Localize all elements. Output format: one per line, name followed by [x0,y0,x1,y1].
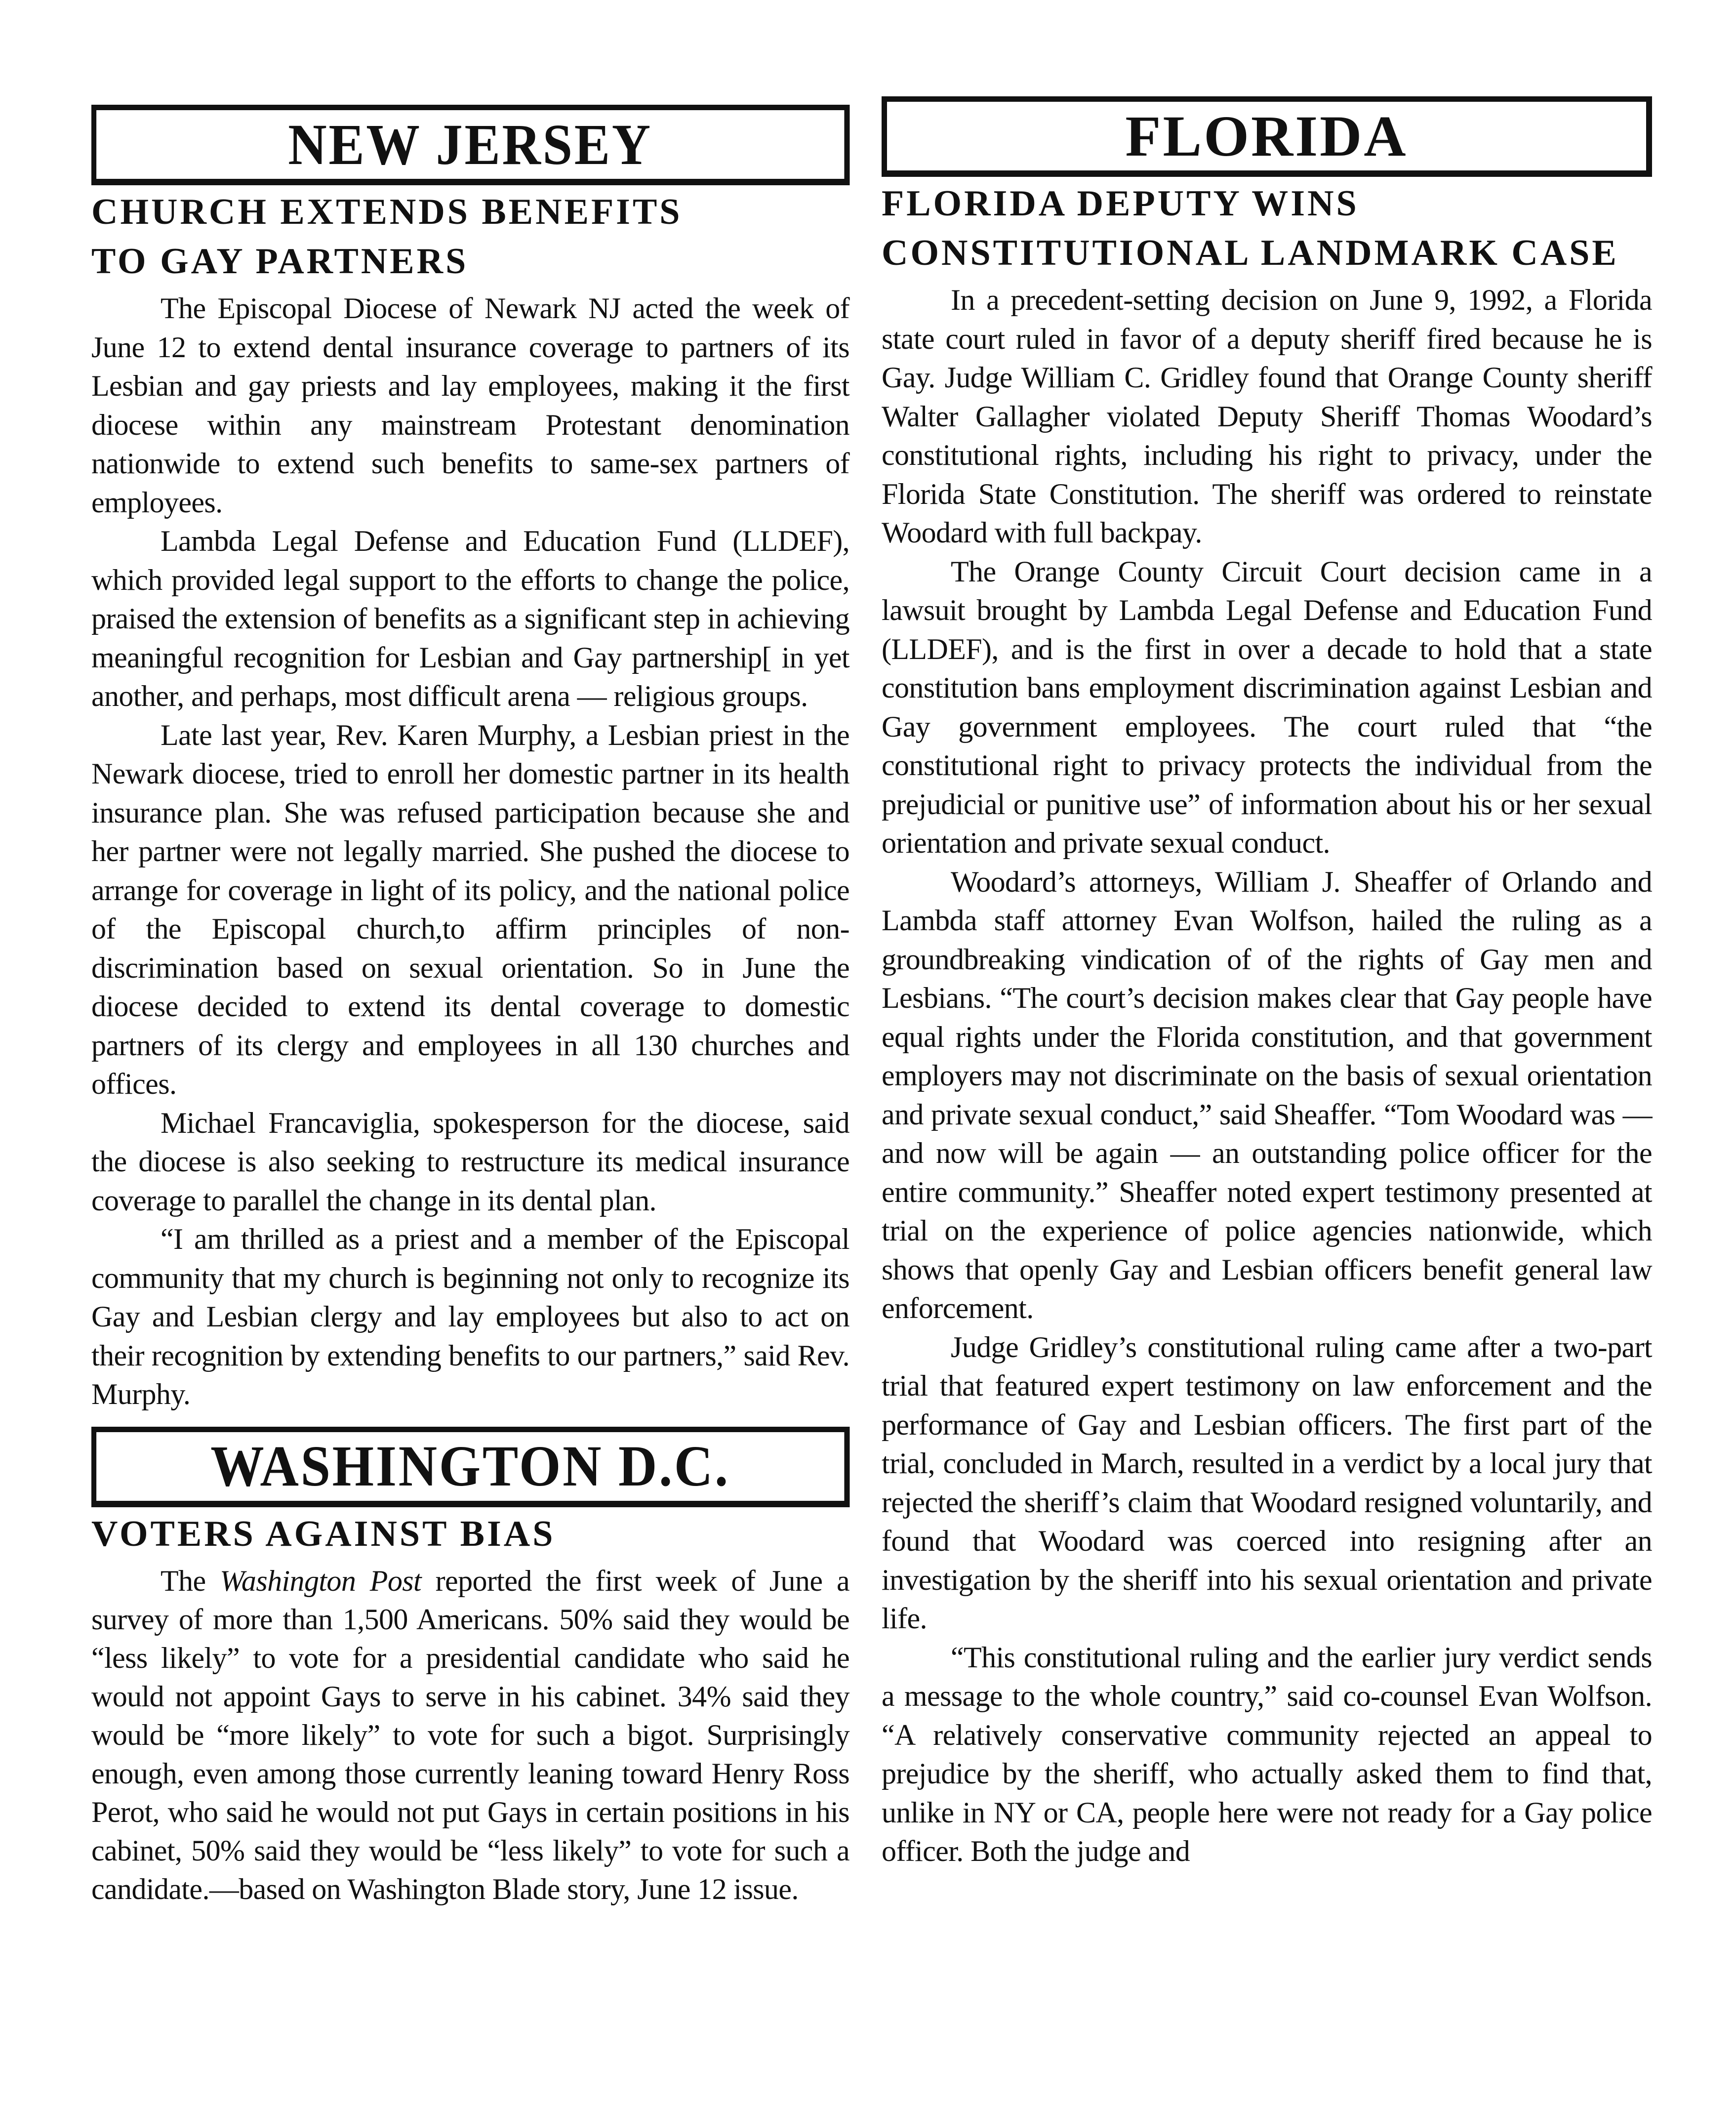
section-title: FLORIDA [1125,103,1408,168]
paragraph: Michael Francaviglia, spokesperson for the diocese, said the diocese is also seeking to restructure its medical insurance coverage to parallel the change in its dental plan. [91,1106,849,1217]
new-jersey-section [91,105,849,1414]
section-title: WASHINGTON D.C. [210,1434,730,1498]
article-body [91,1562,849,1908]
left-column [91,105,849,1908]
paragraph: The Episcopal Diocese of Newark NJ acted the week of June 12 to extend dental insurance coverage to partners of its Lesbian and gay priests and lay employees, making it the first diocese within any mainstream Protestant denomination nationwide to extend such benefits to same-sex partners of employees. [91,292,849,519]
article-headline [91,1509,849,1559]
publication-name: Washington Post [220,1564,422,1597]
headline-line: CHURCH EXTENDS BENEFITS [91,192,683,232]
paragraph: The Orange County Circuit Court decision came in a lawsuit brought by Lambda Legal Defense and Education Fund (LLDEF), and is the first in over a decade to hold that a state constitution bans employment discrimination against Lesbian and Gay government employees. The court ruled that “the constitutional right to privacy protects the individual from the prejudicial or punitive use” of information about his or her sexual orientation and private sexual conduct. [882,555,1652,859]
paragraph: In a precedent-setting decision on June 9, 1992, a Florida state court ruled in favor of a deputy sheriff fired because he is Gay. Judge William C. Gridley found that Orange County sheriff Walter Gallagher violated Deputy Sheriff Thomas Woodard’s constitutional rights, including his right to privacy, under the Florida State Constitution. The sheriff was ordered to reinstate Woodard with full backpay. [882,284,1652,549]
headline-line: VOTERS AGAINST BIAS [91,1513,556,1554]
washington-dc-section [91,1427,849,1908]
headline-line: CONSTITUTIONAL LANDMARK CASE [882,233,1619,273]
article-body [91,289,849,1414]
paragraph: Woodard’s attorneys, William J. Sheaffer of Orlando and Lambda staff attorney Evan Wolfson, hailed the ruling as a groundbreaking vindication of of the rights of Gay men and Lesbians. “The court’s decision makes clear that Gay people have equal rights under the Florida constitution, and that government employers may not discriminate on the basis of sexual orientation and private sexual conduct,” said Sheaffer. “Tom Woodard was — and now will be again — an outstanding police officer for the entire community.” Sheaffer noted expert testimony presented at trial on the experience of police agencies nationwide, which shows that openly Gay and Lesbian officers benefit general law enforcement. [882,865,1652,1324]
paragraph: Late last year, Rev. Karen Murphy, a Lesbian priest in the Newark diocese, tried to enroll her domestic partner in its health insurance plan. She was refused participation because she and her partner were not legally married. She pushed the diocese to arrange for coverage in light of its policy, and the national police of the Episcopal church,to affirm principles of non-discrimination based on sexual orientation. So in June the diocese decided to extend its dental coverage to domestic partners of its clergy and employees in all 130 churches and offices. [91,718,849,1100]
article-body [882,281,1652,1871]
headline-line: TO GAY PARTNERS [91,241,469,282]
text-run: reported the first week of June a survey of more than 1,500 Americans. 50% said they would be “less likely” to vote for a presidential candidate who said he would not appoint Gays to serve in his cabinet. 34% said they would be “more likely” to vote for such a bigot. Surprisingly enough, even among those currently leaning toward Henry Ross Perot, who said he would not put Gays in certain positions in his cabinet, 50% said they would be “less likely” to vote for such a candidate.—based on Washington Blade story, June 12 issue. [91,1564,849,1905]
paragraph: Judge Gridley’s constitutional ruling came after a two-part trial that featured expert testimony on law enforcement and the performance of Gay and Lesbian officers. The first part of the trial, concluded in March, resulted in a verdict by a local jury that rejected the sheriff’s claim that Woodard resigned voluntarily, and found that Woodard was coerced into resigning after an investigation by the sheriff into his sexual orientation and private life. [882,1330,1652,1635]
article-headline [91,187,849,286]
headline-line: FLORIDA DEPUTY WINS [882,183,1359,224]
section-title-box [91,105,849,185]
paragraph: “This constitutional ruling and the earlier jury verdict sends a message to the whole country,” said co-counsel Evan Wolfson. “A relatively conservative community rejected an appeal to prejudice by the sheriff, who actually asked them to find that, unlike in NY or CA, people here were not ready for a Gay police officer. Both the judge and [882,1641,1652,1867]
paragraph [91,1562,849,1908]
right-column [882,96,1652,1871]
text-run: The [161,1564,220,1597]
paragraph: Lambda Legal Defense and Education Fund (LLDEF), which provided legal support to the efforts to change the police, praised the extension of benefits as a significant step in achieving meaningful recognition for Lesbian and Gay partnership[ in yet another, and perhaps, most difficult arena — religious groups. [91,525,849,712]
section-title-box [91,1427,849,1507]
paragraph: “I am thrilled as a priest and a member of the Episcopal community that my church is beginning not only to recognize its Gay and Lesbian clergy and lay employees but also to act on their recognition by extending benefits to our partners,” said Rev. Murphy. [91,1223,849,1410]
florida-section [882,96,1652,1871]
section-title-box [882,96,1652,177]
section-title: NEW JERSEY [288,112,652,177]
article-headline [882,179,1652,278]
